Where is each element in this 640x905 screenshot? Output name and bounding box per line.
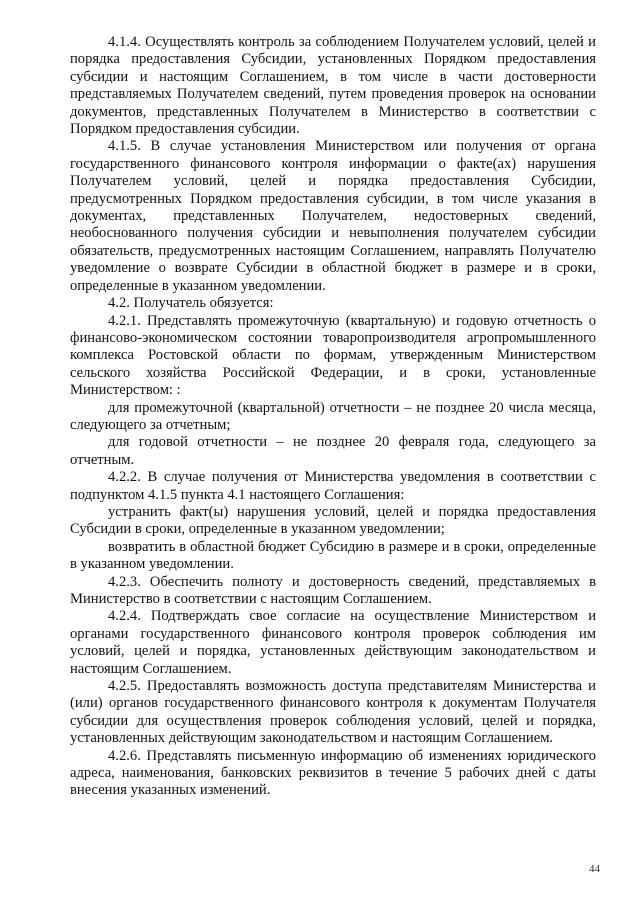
paragraph-4-1-5: 4.1.5. В случае установления Министерством или получения от органа государственного финансового контроля информации о факте(ах) нарушения Получателем условий, целей и порядка предоставления Субсидии, предусмотренных Порядком предоставления субсидии, в том числе указания в документах, представленных Получателем, недостоверных сведений, необоснованного получения субсидии и невыполнения получателем субсидии обязательств, предусмотренных настоящим Соглашением, направлять Получателю уведомление о возврате Субсидии в областной бюджет в размере и в сроки, определенные в указанном уведомлении. [70, 138, 596, 294]
paragraph-4-2: 4.2. Получатель обязуется: [108, 295, 274, 312]
paragraph-4-2-3: 4.2.3. Обеспечить полноту и достоверность сведений, представляемых в Министерство в соответствии с настоящим Соглашением. [70, 573, 596, 607]
paragraph-4-2-2-eliminate: устранить факт(ы) нарушения условий, целей и порядка предоставления Субсидии в сроки, определенные в указанном уведомлении; [70, 503, 596, 538]
paragraph-4-2-1: 4.2.1. Представлять промежуточную (квартальную) и годовую отчетность о финансово-экономическом состоянии товаропроизводителя агропромышленного комплекса Ростовской области по формам, утвержденным Министерством сельского хозяйства Российской Федерации, и в сроки, установленные Министерством: : [70, 312, 596, 399]
paragraph-4-2-1-quarterly: для промежуточной (квартальной) отчетности – не позднее 20 числа месяца, следующего за отчетным; [70, 399, 596, 433]
paragraph-4-2-6: 4.2.6. Представлять письменную информацию об изменениях юридического адреса, наименования, банковских реквизитов в течение 5 рабочих дней с даты внесения указанных изменений. [70, 747, 596, 799]
paragraph-4-2-1-annual: для годовой отчетности – не позднее 20 февраля года, следующего за отчетным. [70, 434, 596, 468]
paragraph-4-2-4: 4.2.4. Подтверждать свое согласие на осуществление Министерством и органами государственного финансового контроля проверок соблюдения им условий, целей и порядка, установленных действующим законодательством и настоящим Соглашением. [70, 608, 596, 677]
paragraph-4-1-4: 4.1.4. Осуществлять контроль за соблюдением Получателем условий, целей и порядка предоставления Субсидии, установленных Порядком предоставления субсидии и настоящим Соглашением, в том числе в части достоверности представляемых Получателем сведений, путем проведения проверок на основании документов, представленных Получателем в Министерство в соответствии с Порядком предоставления субсидии. [70, 34, 596, 138]
page-number: 44 [589, 863, 600, 875]
document-body [70, 34, 596, 800]
paragraph-4-2-2: 4.2.2. В случае получения от Министерства уведомления в соответствии с подпунктом 4.1.5 пункта 4.1 настоящего Соглашения: [70, 469, 596, 503]
paragraph-4-2-5: 4.2.5. Предоставлять возможность доступа представителям Министерства и (или) органов государственного финансового контроля к документам Получателя субсидии для осуществления проверок соблюдения условий, целей и порядка, установленных действующим законодательством и настоящим Соглашением. [70, 678, 596, 747]
paragraph-4-2-2-return: возвратить в областной бюджет Субсидию в размере и в сроки, определенные в указанном уведомлении. [70, 538, 596, 573]
